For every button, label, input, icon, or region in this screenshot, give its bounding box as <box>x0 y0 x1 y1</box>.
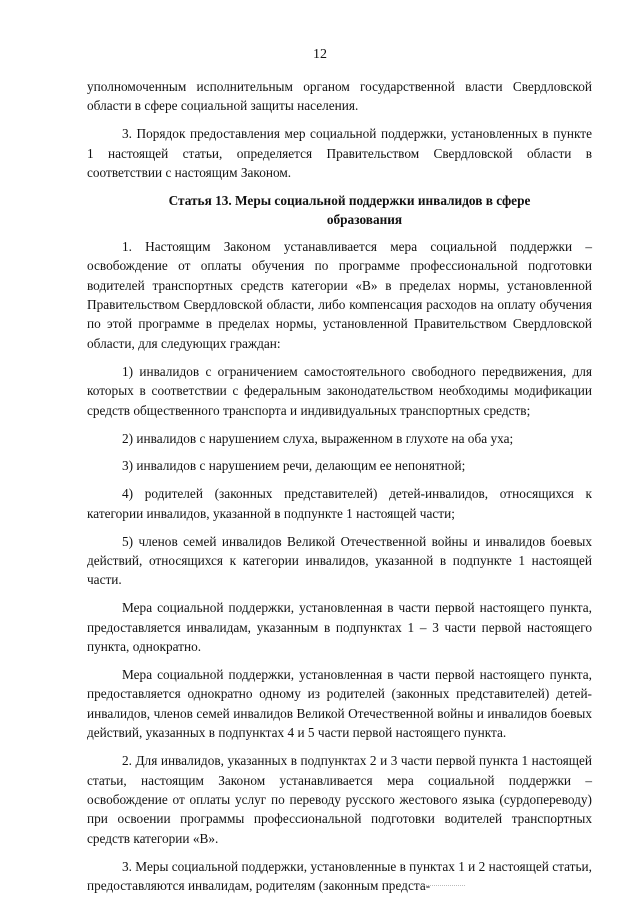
paragraph-item-1: 1. Настоящим Законом устанавливается мера социальной поддержки – освобождение от оплаты обучения по программе профессиональной подготовки водителей транспортных средств категории «В» в пределах нормы, установленной Правительством Свердловской области, либо компенсация расходов на оплату обучения по этой программе в пределах нормы, установленной Правительством Свердловской области, для следующих граждан: <box>87 238 592 351</box>
subitem-4: 4) родителей (законных представителей) детей-инвалидов, относящихся к категории инвалидов, указанной в подпункте 1 настоящей части; <box>87 486 592 521</box>
paragraph-continuation: уполномоченным исполнительным органом государственной власти Свердловской области в сфере социальной защиты населения. <box>87 79 592 114</box>
article-heading <box>87 191 592 230</box>
subitem-3: 3) инвалидов с нарушением речи, делающим ее непонятной; <box>122 458 466 474</box>
paragraph-item-3-article13: 3. Меры социальной поддержки, установленные в пунктах 1 и 2 настоящей статьи, предоставляются инвалидам, родителям (законным предста- <box>87 858 592 894</box>
subitem-5: 5) членов семей инвалидов Великой Отечественной войны и инвалидов боевых действий, относящихся к категории инвалидов, указанной в подпункте 1 настоящей части. <box>87 533 592 588</box>
page-number: 12 <box>313 47 327 62</box>
article-title-line2: образования <box>326 212 403 228</box>
subitem-1: 1) инвалидов с ограничением самостоятельного свободного передвижения, для которых в соответствии с федеральным законодательством необходимы модификации средств общественного транспорта и индивидуальных транспортных средств; <box>87 363 592 418</box>
paragraph-once-parents: Мера социальной поддержки, установленная в части первой настоящего пункта, предоставляется однократно одному из родителей (законных представителей) детей-инвалидов, членов семей инвалидов Великой Отечественной войны и инвалидов боевых действий, указанных в подпунктах 4 и 5 части первой настоящего пункта. <box>87 667 592 741</box>
scan-artifact <box>420 885 465 887</box>
paragraph-item-2: 2. Для инвалидов, указанных в подпунктах 2 и 3 части первой пункта 1 настоящей статьи, настоящим Законом устанавливается мера социальной поддержки – освобождение от оплаты услуг по переводу русского жестового языка (сурдопереводу) при освоении программы профессиональной подготовки водителей транспортных средств категории «В». <box>87 753 592 846</box>
article-title-line1: Статья 13. Меры социальной поддержки инвалидов в сфере <box>168 193 531 209</box>
paragraph-item-3: 3. Порядок предоставления мер социальной поддержки, установленных в пункте 1 настоящей статьи, определяется Правительством Свердловской области в соответствии с настоящим Законом. <box>87 126 592 181</box>
document-text <box>87 77 592 904</box>
paragraph-once-disabled: Мера социальной поддержки, установленная в части первой настоящего пункта, предоставляется инвалидам, указанным в подпунктах 1 – 3 части первой настоящего пункта, однократно. <box>87 600 592 655</box>
subitem-2: 2) инвалидов с нарушением слуха, выраженном в глухоте на оба уха; <box>122 430 514 446</box>
